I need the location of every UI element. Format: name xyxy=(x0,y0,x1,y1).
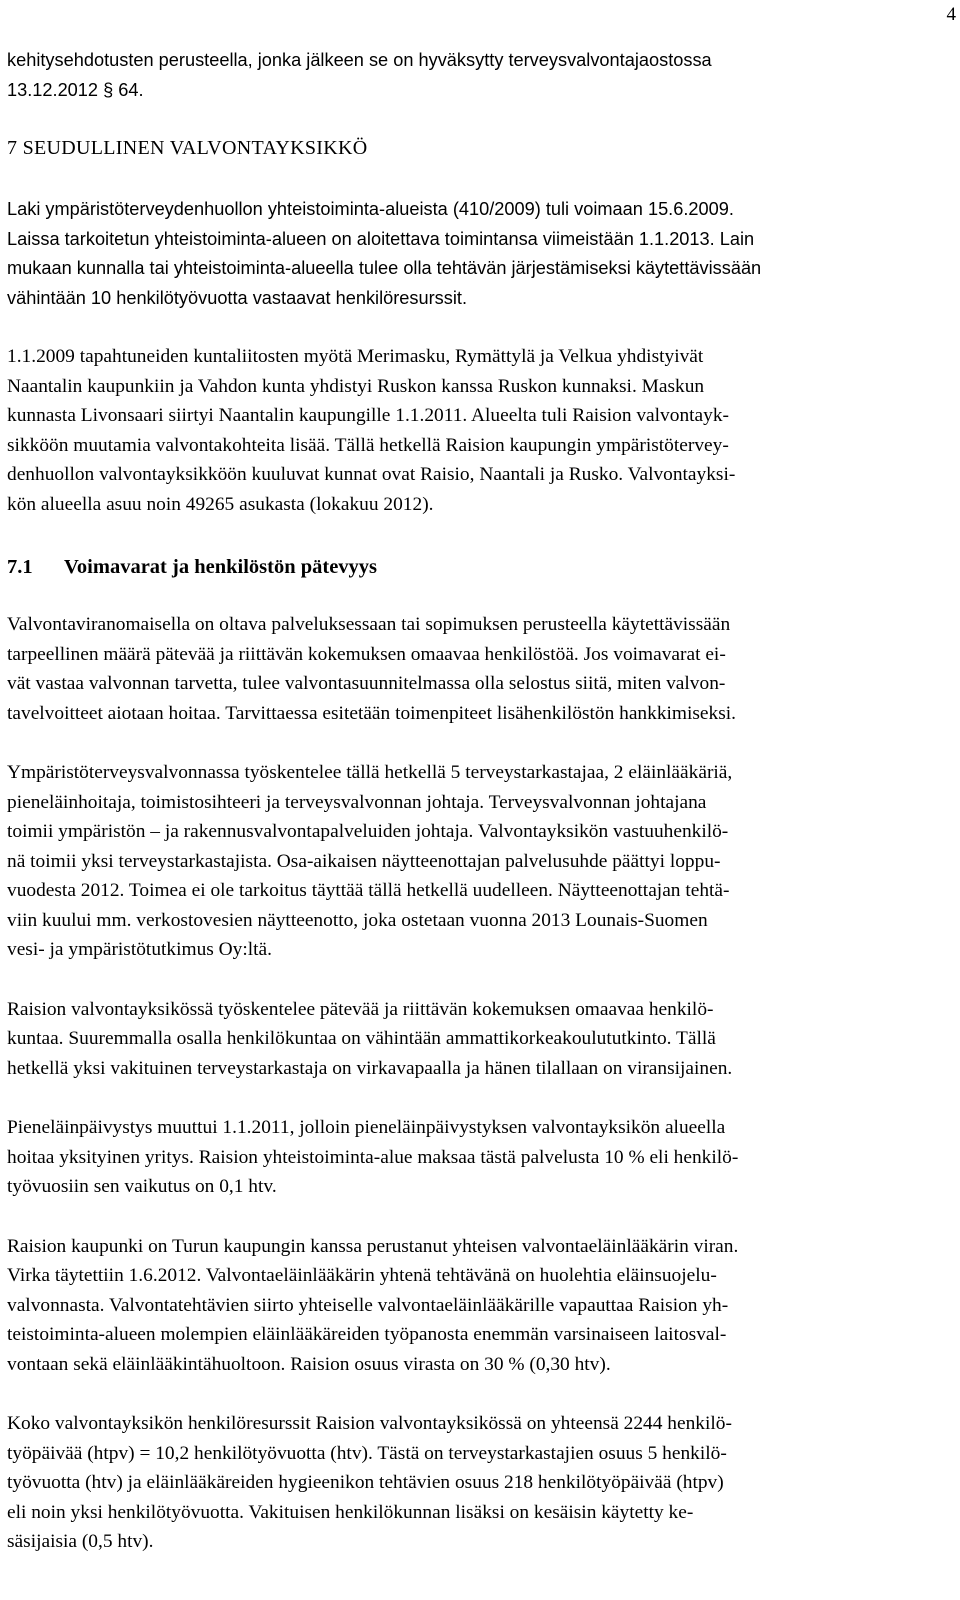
text-line: Koko valvontayksikön henkilöresurssit Raision valvontayksikössä on yhteensä 2244 henkilö- xyxy=(7,1413,732,1434)
text-line: hetkellä yksi vakituinen terveystarkastaja on virkavapaalla ja hänen tilallaan on viransijainen. xyxy=(7,1057,733,1079)
text-line: vät vastaa valvonnan tarvetta, tulee valvontasuunnitelmassa olla selostus siitä, miten valvon- xyxy=(7,673,726,694)
text-line: Raision valvontayksikössä työskentelee pätevää ja riittävän kokemuksen omaavaa henkilö- xyxy=(7,998,714,1020)
section-7-paragraph-2 xyxy=(7,342,943,519)
text-line: kehitysehdotusten perusteella, jonka jälkeen se on hyväksytty terveysvalvontajaostossa xyxy=(7,50,712,70)
text-line: vähintään 10 henkilötyövuotta vastaavat henkilöresurssit. xyxy=(7,287,468,308)
text-line: pieneläinhoitaja, toimistosihteeri ja terveysvalvonnan johtaja. Terveysvalvonnan johtajana xyxy=(7,791,707,813)
text-line: viin kuului mm. verkostovesien näytteenotto, joka ostetaan vuonna 2013 Lounais-Suomen xyxy=(7,909,708,931)
intro-paragraph xyxy=(7,46,943,105)
text-line: tarpeellinen määrä pätevää ja riittävän kokemuksen omaavaa henkilöstöä. Jos voimavarat ei- xyxy=(7,643,726,665)
text-line: vesi- ja ympäristötutkimus Oy:ltä. xyxy=(7,939,272,960)
text-line: Pieneläinpäivystys muuttui 1.1.2011, jolloin pieneläinpäivystyksen valvontayksikön alueella xyxy=(7,1117,726,1138)
text-line: työpäivää (htpv) = 10,2 henkilötyövuotta (htv). Tästä on terveystarkastajien osuus 5 henkilö- xyxy=(7,1442,727,1464)
text-line: 1.1.2009 tapahtuneiden kuntaliitosten myötä Merimasku, Rymättylä ja Velkua yhdistyivät xyxy=(7,346,704,367)
section-7-1-paragraph-1 xyxy=(7,610,943,728)
text-line: työvuosiin sen vaikutus on 0,1 htv. xyxy=(7,1176,277,1197)
section-heading-7-1 xyxy=(7,552,943,582)
section-7-1-paragraph-2 xyxy=(7,758,943,965)
section-7-1-paragraph-3 xyxy=(7,995,943,1084)
text-line: Raision kaupunki on Turun kaupungin kanssa perustanut yhteisen valvontaeläinlääkärin viran. xyxy=(7,1235,739,1257)
text-line: Valvontaviranomaisella on oltava palveluksessaan tai sopimuksen perusteella käytettävissään xyxy=(7,614,731,635)
text-line: työvuotta (htv) ja eläinlääkäreiden hygieenikon tehtävien osuus 218 henkilötyöpäivää (htpv) xyxy=(7,1472,724,1493)
section-heading-7: 7 SEUDULLINEN VALVONTAYKSIKKÖ xyxy=(7,137,368,159)
document-body xyxy=(7,46,943,1557)
text-line: nä toimii yksi terveystarkastajista. Osa-aikaisen näytteenottajan palvelusuhde päättyi loppu- xyxy=(7,850,721,872)
text-line: sikköön muutamia valvontakohteita lisää. Tällä hetkellä Raision kaupungin ympäristötervey- xyxy=(7,434,729,456)
text-line: Laissa tarkoitetun yhteistoiminta-alueen on aloitettava toimintansa viimeistään 1.1.2013. Lain xyxy=(7,228,755,249)
text-line: säsijaisia (0,5 htv). xyxy=(7,1531,154,1552)
text-line: eli noin yksi henkilötyövuotta. Vakituisen henkilökunnan lisäksi on kesäisin käytetty ke- xyxy=(7,1501,694,1523)
text-line: toimii ympäristön – ja rakennusvalvontapalveluiden johtaja. Valvontayksikön vastuuhenkilö- xyxy=(7,821,729,842)
text-line: hoitaa yksityinen yritys. Raision yhteistoiminta-alue maksaa tästä palvelusta 10 % eli henkilö- xyxy=(7,1146,739,1168)
text-line: Naantalin kaupunkiin ja Vahdon kunta yhdistyi Ruskon kanssa Ruskon kunnaksi. Maskun xyxy=(7,375,705,397)
text-line: kuntaa. Suuremmalla osalla henkilökuntaa on vähintään ammattikorkeakoulututkinto. Tällä xyxy=(7,1028,716,1049)
section-number: 7.1 xyxy=(7,556,33,578)
text-line: Virka täytettiin 1.6.2012. Valvontaeläinlääkärin yhtenä tehtävänä on huolehtia eläinsuojelu- xyxy=(7,1265,717,1286)
page-number: 4 xyxy=(946,4,956,25)
text-line: vuodesta 2012. Toimea ei ole tarkoitus täyttää tällä hetkellä uudelleen. Näytteenottajan tehtä- xyxy=(7,880,730,901)
section-7-paragraph-1 xyxy=(7,195,943,313)
section-7-1-paragraph-6 xyxy=(7,1409,943,1557)
section-7-1-paragraph-5 xyxy=(7,1232,943,1380)
text-line: Ympäristöterveysvalvonnassa työskentelee tällä hetkellä 5 terveystarkastajaa, 2 eläinlääkäriä, xyxy=(7,762,733,783)
text-line: Laki ympäristöterveydenhuollon yhteistoiminta-alueista (410/2009) tuli voimaan 15.6.2009. xyxy=(7,199,734,219)
text-line: mukaan kunnalla tai yhteistoiminta-alueella tulee olla tehtävän järjestämiseksi käytettävissään xyxy=(7,258,762,278)
text-line: vontaan sekä eläinlääkintähuoltoon. Raision osuus virasta on 30 % (0,30 htv). xyxy=(7,1353,611,1375)
text-line: kön alueella asuu noin 49265 asukasta (lokakuu 2012). xyxy=(7,493,434,515)
text-line: tavelvoitteet aiotaan hoitaa. Tarvittaessa esitetään toimenpiteet lisähenkilöstön hankkimiseksi. xyxy=(7,702,736,724)
text-line: valvonnasta. Valvontatehtävien siirto yhteiselle valvontaeläinlääkärille vapauttaa Raision yh- xyxy=(7,1294,729,1316)
section-title: Voimavarat ja henkilöstön pätevyys xyxy=(64,556,378,578)
text-line: 13.12.2012 § 64. xyxy=(7,79,144,100)
text-line: teistoiminta-alueen molempien eläinlääkäreiden työpanosta enemmän varsinaiseen laitosval- xyxy=(7,1324,727,1345)
section-7-1-paragraph-4 xyxy=(7,1113,943,1202)
text-line: kunnasta Livonsaari siirtyi Naantalin kaupungille 1.1.2011. Alueelta tuli Raision valvontayk- xyxy=(7,405,729,426)
text-line: denhuollon valvontayksikköön kuuluvat kunnat ovat Raisio, Naantali ja Rusko. Valvontayksi- xyxy=(7,464,736,485)
